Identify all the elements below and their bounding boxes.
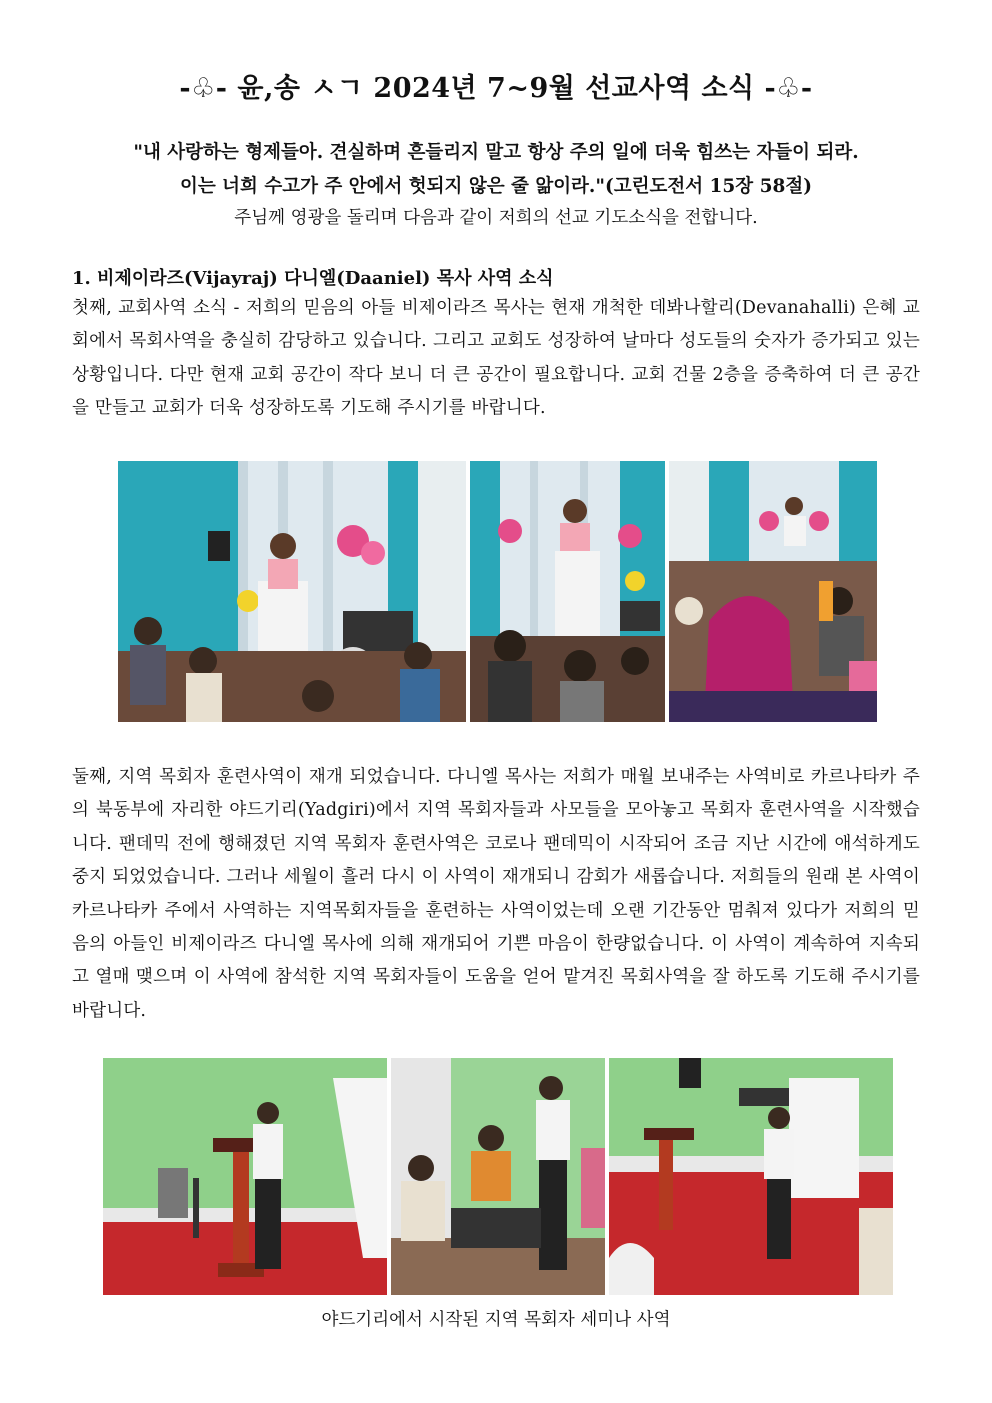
paragraph-church-ministry: 첫째, 교회사역 소식 - 저희의 믿음의 아들 비제이라즈 목사는 현재 개척한 데봐나할리(Devanahalli) 은혜 교회에서 목회사역을 충실히 감당하고 있습니다. 그리고 교회도 성장하여 날마다 성도들의 숫자가 증가되고 있는 상황입니다. 다만 현재 교회 공간이 작다 보니 더 큰 공간이 필요합니다. 교회 건물 2층을 증축하여 더 큰 공간을 만들고 교회가 더욱 성장하도록 기도해 주시기를 바랍니다. <box>72 298 920 419</box>
paragraph-pastor-training: 둘째, 지역 목회자 훈련사역이 재개 되었습니다. 다니엘 목사는 저희가 매월 보내주는 사역비로 카르나타카 주의 북동부에 자리한 야드기리(Yadgiri)에서 지역 목회자들과 사모들을 모아놓고 목회자 훈련사역을 시작했습니다. 팬데믹 전에 행해졌던 지역 목회자 훈련사역은 코로나 팬데믹이 시작되어 조금 지난 시간에 애석하게도 중지 되었었습니다. 그러나 세월이 흘러 다시 이 사역이 재개되니 감회가 새롭습니다. 저희들의 원래 본 사역이 카르나타카 주에서 사역하는 지역목회자들을 훈련하는 사역이었는데 오랜 기간동안 멈춰져 있다가 저희의 믿음의 아들인 비제이라즈 다니엘 목사에 의해 재개되어 기쁜 마음이 한량없습니다. 이 사역이 계속하여 지속되고 열매 맺으며 이 사역에 참석한 지역 목회자들이 도움을 얻어 맡겨진 목회사역을 잘 하도록 기도해 주시기를 바랍니다. <box>72 767 920 1021</box>
seminar-photo-3 <box>609 1058 893 1295</box>
seminar-photo-1 <box>103 1058 387 1295</box>
church-photo-1 <box>118 461 466 722</box>
church-photo-2 <box>470 461 665 722</box>
intro-text: 주님께 영광을 돌리며 다음과 같이 저희의 선교 기도소식을 전합니다. <box>234 208 758 228</box>
page-title: -♧- 윤,송 ㅅㄱ 2024년 7~9월 선교사역 소식 -♧- <box>179 73 813 104</box>
bible-verse-line-1: "내 사랑하는 형제들아. 견실하며 흔들리지 말고 항상 주의 일에 더욱 힘쓰는 자들이 되라. <box>133 142 859 163</box>
church-photo-3 <box>669 461 877 722</box>
church-photo-row <box>118 461 877 722</box>
bible-verse-line-2: 이는 너희 수고가 주 안에서 헛되지 않은 줄 앎이라."(고린도전서 15장 58절) <box>179 176 812 197</box>
section-heading: 1. 비제이라즈(Vijayraj) 다니엘(Daaniel) 목사 사역 소식 <box>72 268 554 289</box>
seminar-photo-row <box>103 1058 893 1295</box>
seminar-photo-2 <box>391 1058 605 1295</box>
photo-caption: 야드기리에서 시작된 지역 목회자 세미나 사역 <box>321 1310 671 1330</box>
